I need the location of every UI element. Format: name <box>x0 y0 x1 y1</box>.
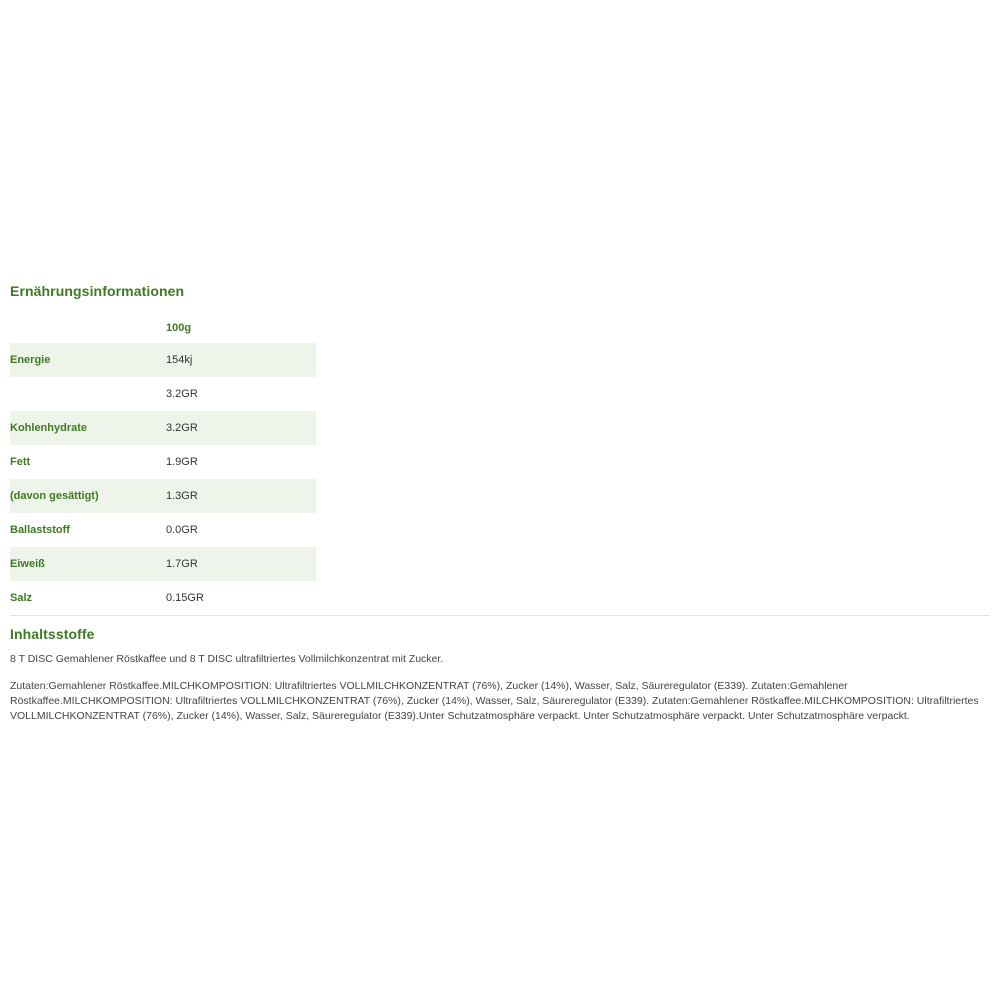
ingredients-detail: Zutaten:Gemahlener Röstkaffee.MILCHKOMPOSITION: Ultrafiltriertes VOLLMILCHKONZENTRAT (76%), Zucker (14%), Wasser, Salz, Säureregulator (E339). Zutaten:Gemahlener Röstkaffee.MILCHKOMPOSITION: Ultrafiltriertes VOLLMILCHKONZENTRAT (76%), Zucker (14%), Wasser, Salz, Säureregulator (E339). Zutaten:Gemahlener Röstkaffee.MILCHKOMPOSITION: Ultrafiltriertes VOLLMILCHKONZENTRAT (76%), Zucker (14%), Wasser, Salz, Säureregulator (E339).Unter Schutzatmosphäre verpackt. Unter Schutzatmosphäre verpackt. Unter Schutzatmosphäre verpackt. <box>10 680 979 722</box>
nutrient-value: 154kj <box>166 343 316 377</box>
nutrition-table-body <box>10 313 316 615</box>
header-label-cell <box>10 313 166 343</box>
ingredients-section <box>10 626 990 724</box>
nutrient-value: 1.7GR <box>166 547 316 581</box>
nutrient-label <box>10 377 166 411</box>
nutrient-value: 3.2GR <box>166 388 198 400</box>
nutrient-value: 1.3GR <box>166 479 316 513</box>
nutrient-value: 3.2GR <box>166 411 316 445</box>
nutrient-label: Salz <box>10 592 33 604</box>
nutrient-label: Kohlenhydrate <box>10 411 166 445</box>
nutrient-label: Ballaststoff <box>10 524 70 536</box>
nutrient-label: (davon gesättigt) <box>10 479 166 513</box>
table-row <box>10 411 316 445</box>
nutrient-label: Eiweiß <box>10 547 166 581</box>
nutrition-information-section <box>10 283 990 615</box>
nutrient-value: 1.9GR <box>166 456 198 468</box>
table-row <box>10 479 316 513</box>
nutrition-section-title: Ernährungsinformationen <box>10 283 185 299</box>
nutrition-table <box>10 313 316 615</box>
table-row <box>10 581 316 615</box>
table-row <box>10 343 316 377</box>
table-row <box>10 513 316 547</box>
table-row <box>10 547 316 581</box>
nutrient-label: Energie <box>10 343 166 377</box>
header-serving-size: 100g <box>166 322 192 334</box>
table-header-row <box>10 313 316 343</box>
ingredients-summary: 8 T DISC Gemahlener Röstkaffee und 8 T DISC ultrafiltriertes Vollmilchkonzentrat mit Zucker. <box>10 653 444 665</box>
table-row <box>10 377 316 411</box>
ingredients-section-title: Inhaltsstoffe <box>10 626 95 642</box>
nutrient-value: 0.0GR <box>166 524 198 536</box>
section-divider <box>10 615 990 616</box>
table-row <box>10 445 316 479</box>
nutrient-label: Fett <box>10 456 31 468</box>
nutrient-value: 0.15GR <box>166 592 204 604</box>
